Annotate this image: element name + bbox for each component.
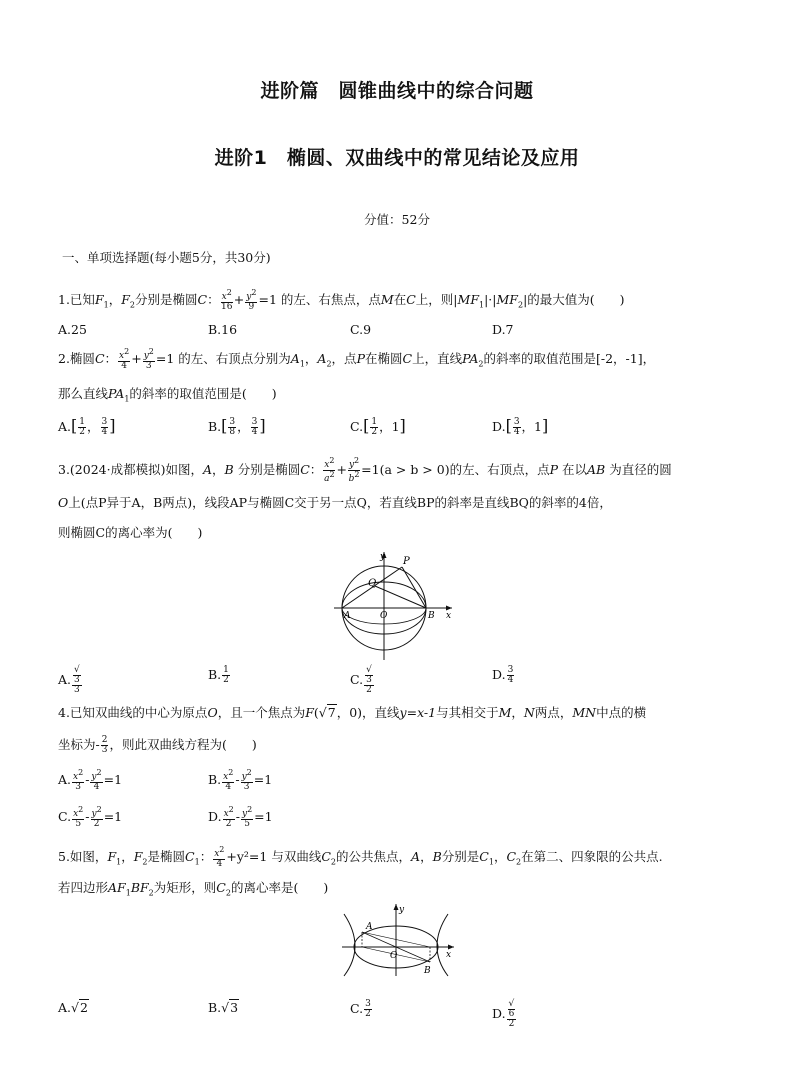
q4-option-c: C. $\frac{x^2}{5}$ - $\frac{y^2}{2}$ =1 bbox=[58, 805, 123, 829]
q1-option-c: C.9 bbox=[350, 322, 372, 337]
q5-figure-label-x: x bbox=[446, 950, 452, 960]
question-2-stem: 2.椭圆C： $\frac{x^2}{4}$ + $\frac{y^2}{3}$ =1 的左、右顶点分别为$A_1$，$A_2$，点P在椭圆C上，直线$PA_2$的斜率的取值范围是[-2，-1]， bbox=[58, 347, 656, 371]
q3-option-b: B. $\frac{1}{2}$ bbox=[208, 665, 229, 685]
page-title: 进阶篇 圆锥曲线中的综合问题 bbox=[260, 80, 534, 102]
q3-figure bbox=[330, 548, 460, 662]
question-3-line-3: 则椭圆C的离心率为( ) bbox=[58, 525, 203, 540]
q5-figure-label-a: A bbox=[366, 922, 373, 932]
question-1-stem: 1.已知$F_1$，$F_2$分别是椭圆C： $\frac{x^2}{16}$ + $\frac{y^2}{9}$ =1 的左、右焦点，点M在C上，则$|MF_1|\cdot|MF_2|$的最大值为( ) bbox=[58, 288, 625, 312]
q5-option-c: C. $\frac{3}{2}$ bbox=[350, 999, 371, 1019]
q1-option-d: D.7 bbox=[492, 322, 514, 337]
q3-option-a: A. √ 3 3 bbox=[58, 665, 80, 695]
q5-figure-label-o: O bbox=[390, 951, 398, 961]
question-5-stem: 5.如图，$F_1$，$F_2$是椭圆$C_1$： $\frac{x^2}{4}$ +y²=1 与双曲线$C_2$的公共焦点，A，B分别是$C_1$，$C_2$在第二、四象限的公共点. bbox=[58, 845, 663, 869]
q2-option-c: C.[ $\frac{1}{2}$ ，1] bbox=[350, 416, 406, 437]
q1-option-b: B.16 bbox=[208, 322, 238, 337]
q5-option-d: D. √ 6 2 bbox=[492, 999, 515, 1029]
q2-option-b: B.[ $\frac{3}{8}$ ， $\frac{3}{4}$ ] bbox=[208, 416, 266, 437]
q3-figure-label-y: y bbox=[380, 552, 386, 562]
q5-figure-label-y: y bbox=[399, 905, 405, 915]
q3-figure-label-x: x bbox=[446, 611, 452, 621]
q1-option-a: A.25 bbox=[58, 322, 87, 337]
q3-option-c: C. √ 3 2 bbox=[350, 665, 372, 695]
section-heading: 一、单项选择题(每小题5分，共30分) bbox=[62, 250, 271, 265]
q3-figure-label-p: P bbox=[403, 556, 410, 567]
question-3-stem: 3.(2024·成都模拟)如图，A，B 分别是椭圆C： $\frac{x^2}{a^2}$ + $\frac{y^2}{b^2}$ =1(a > b > 0)的左、右顶点，点P 在以AB 为直径的圆 bbox=[58, 456, 672, 484]
question-2-line-2: 那么直线$PA_1$的斜率的取值范围是( ) bbox=[58, 386, 277, 404]
question-4-stem: 4.已知双曲线的中心为原点O，且一个焦点为F(√7，0)，直线y=x-1与其相交于M，N两点，MN中点的横 bbox=[58, 705, 647, 720]
q5-option-b: B.√3 bbox=[208, 1000, 239, 1015]
q5-figure-label-b: B bbox=[424, 966, 431, 976]
question-3-line-2: O上(点P异于A，B两点)，线段AP与椭圆C交于另一点Q，若直线BP的斜率是直线BQ的斜率的4倍， bbox=[58, 495, 612, 510]
q2-option-a: A.[ $\frac{1}{2}$ ， $\frac{3}{4}$ ] bbox=[58, 416, 116, 437]
q5-figure bbox=[340, 902, 460, 978]
q3-figure-label-b: B bbox=[428, 611, 435, 621]
question-5-line-2: 若四边形$AF_1BF_2$为矩形，则$C_2$的离心率是( ) bbox=[58, 880, 329, 898]
q4-option-b: B. $\frac{x^2}{4}$ - $\frac{y^2}{3}$ =1 bbox=[208, 768, 273, 792]
q2-option-d: D.[ $\frac{3}{4}$ ，1] bbox=[492, 416, 549, 437]
q5-option-a: A.√2 bbox=[58, 1000, 88, 1015]
q3-figure-label-a: A bbox=[344, 611, 351, 621]
page-subtitle: 进阶1 椭圆、双曲线中的常见结论及应用 bbox=[214, 147, 580, 169]
q3-figure-label-q: Q bbox=[368, 578, 377, 589]
q4-option-d: D. $\frac{x^2}{2}$ - $\frac{y^2}{5}$ =1 bbox=[208, 805, 273, 829]
question-4-line-2: 坐标为- $\frac{2}{3}$ ，则此双曲线方程为( ) bbox=[58, 735, 257, 755]
q4-option-a: A. $\frac{x^2}{3}$ - $\frac{y^2}{4}$ =1 bbox=[58, 768, 123, 792]
q3-option-d: D. $\frac{3}{4}$ bbox=[492, 665, 514, 685]
score-label: 分值：52分 bbox=[364, 212, 430, 227]
q3-figure-label-o: O bbox=[380, 611, 388, 621]
